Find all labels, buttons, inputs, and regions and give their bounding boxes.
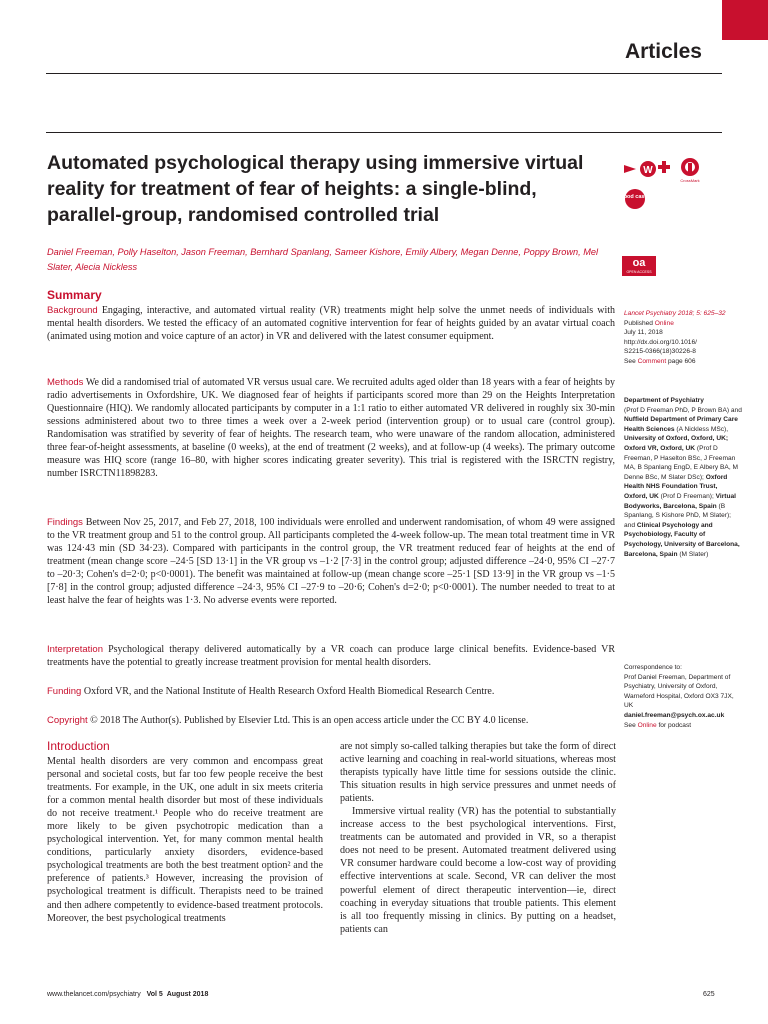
methods-label: Methods: [47, 377, 84, 388]
abstract-funding: [47, 685, 615, 698]
published-online-link[interactable]: Online: [654, 319, 674, 327]
arrow-icon: [624, 165, 636, 173]
abstract-interpretation: [47, 643, 615, 669]
published-date: July 11, 2018: [624, 329, 663, 337]
page-number: 625: [703, 991, 715, 998]
correspondence-address: Prof Daniel Freeman, Department of Psychiatry, University of Oxford, Warneford Hospital, Oxford OX3 7JX, UK: [624, 673, 734, 710]
section-label: Articles: [624, 40, 702, 63]
oa-sublabel: OPEN ACCESS: [626, 270, 652, 274]
web-icon: [640, 161, 656, 177]
header-rule: [46, 73, 722, 74]
abstract-copyright: [47, 714, 615, 727]
doi: S2215-0366(18)30226-8: [624, 348, 696, 356]
correspondence-label: Correspondence to:: [624, 664, 682, 671]
background-text: Engaging, interactive, and automated virtual reality (VR) treatments might help solve the unmet needs of individuals with mental health disorders. We tested the efficacy of an automated cognitive intervention for fear of heights guided by an avatar virtual coach (animated using motion and voice capture of an actor) in VR and delivered with the latest consumer equipment.: [47, 305, 616, 343]
abstract-findings: [47, 516, 615, 607]
open-access-badge: [622, 256, 656, 276]
podcast-online-link[interactable]: Online: [637, 721, 657, 729]
badge-icons: [622, 155, 712, 185]
red-corner-tab: [722, 0, 768, 40]
footer-url[interactable]: www.thelancet.com/psychiatry: [47, 991, 141, 998]
comment-link[interactable]: Comment: [637, 357, 667, 365]
footer-volume: Vol 5: [146, 991, 163, 998]
findings-label: Findings: [47, 517, 83, 528]
oa-label: oa: [632, 257, 646, 269]
intro-col2-para2: Immersive virtual reality (VR) has the potential to substantially increase access to the best psychological interventions. First, treatments can be automated and provided in VR, so a therapist does not need to be present. Automated treatment delivered using VR consumer hardware could become a low-cost way of providing effective interventions at scale. Second, VR can deliver the most powerful element of direct therapeutic intervention—ie, direct coaching in everyday situations that trouble patients. This element is all too frequently missing in clinics. By putting on a headset, patients can: [340, 806, 616, 935]
copyright-text: © 2018 The Author(s). Published by Elsevier Ltd. This is an open access article under the CC BY 4.0 license.: [90, 715, 529, 726]
sidebar-affiliations: Department of Psychiatry (Prof D Freeman PhD, P Brown BA) and Nuffield Department of Primary Care Health Sciences (A Nickless MSc), University of Oxford, Oxford, UK; Oxford VR, Oxford, UK (Prof D Freeman, P Haselton BSc, J Freeman MA, B Spanlang EngD, E Albery BA, M Denne BSc, M Slater DSc); Oxford Health NHS Foundation Trust, Oxford, UK (Prof D Freeman); Virtual Bodyworks, Barcelona, Spain (B Spanlang, S Kishore PhD, M Slater); and Clinical Psychology and Psychobiology, Faculty of Psychology, University of Barcelona, Barcelona, Spain (M Slater): [624, 397, 742, 558]
interpretation-label: Interpretation: [47, 644, 103, 655]
copyright-label: Copyright: [47, 715, 88, 726]
funding-label: Funding: [47, 686, 82, 697]
podcast-icon: [624, 188, 646, 210]
introduction-heading: Introduction: [47, 739, 110, 753]
sidebar-correspondence: Correspondence to: Prof Daniel Freeman, Department of Psychiatry, University of Oxford, Warneford Hospital, Oxford OX3 7JX, UK daniel.freeman@psych.ox.ac.uk See Online for podcast: [624, 663, 742, 730]
svg-text:W: W: [643, 165, 653, 176]
crossmark-label: CrossMark: [680, 178, 700, 183]
interpretation-text: Psychological therapy delivered automatically by a VR coach can produce large clinical benefits. Evidence-based VR treatments have the potential to greatly increase treatment provision for mental health disorders.: [47, 644, 615, 669]
footer-left: [47, 991, 208, 998]
title-rule: [46, 132, 722, 133]
methods-text: We did a randomised trial of automated VR versus usual care. We recruited adults aged older than 18 years with a fear of heights by radio advertisements in Oxfordshire, UK. We diagnosed fear of heights if participants scored more than 29 on the Heights Interpretation Questionnaire (HIQ). We randomly allocated participants by computer in a 1:1 ratio to either automated VR delivered in roughly six 30-min sessions administered about two to three times a week over a 2-week period (intervention group) or to usual care (control group). Randomisation was stratified by severity of fear of heights. The research team, who were unaware of the random allocation, administered three fear-of-height assessments, at baseline (0 weeks), at the end of treatment (2 weeks), and at follow-up (4 weeks). The primary outcome measure was HIQ score (range 16–80, with higher scores indicating greater severity). This trial is registered with the ISRCTN registry, number ISRCTN11898283.: [47, 377, 615, 480]
abstract-methods: [47, 376, 615, 480]
journal-citation: Lancet Psychiatry 2018; 5: 625–32: [624, 310, 726, 317]
sidebar-citation-block: Lancet Psychiatry 2018; 5: 625–32 Published Online July 11, 2018 http://dx.doi.org/10.1016/ S2215-0366(18)30226-8 See Comment page 606: [624, 309, 742, 367]
podcast-label: pod cast: [624, 194, 646, 200]
intro-column-1: Mental health disorders are very common and encompass great personal and societal costs, but far too few people receive the best treatments. For example, in the UK, one adult in six meets criteria for a common mental health disorder but most of these individuals do not receive treatment.¹ People who do receive treatment are more likely to be given psychotropic medication than a psychological intervention. Yet, for many common mental health conditions, particularly anxiety disorders, evidence-based psychological treatments are both the best treatment option² and the preference of patients.³ However, increasing the provision of psychological treatment is difficult. Therapists need to be trained and then adhere competently to evidence-based treatment protocols. Moreover, the best psychological treatments: [47, 756, 323, 924]
findings-text: Between Nov 25, 2017, and Feb 27, 2018, 100 individuals were enrolled and underwent randomisation, of whom 49 were assigned to the VR treatment group and 51 to the control group. All participants completed the 4-week follow-up. The mean total treatment time in VR was 124·43 min (SD 34·23). Compared with participants in the control group, the VR treatment reduced fear of heights at the end of treatment (mean change score –24·5 [SD 13·1] in the VR group vs –1·2 [7·3] in the control group; adjusted difference –24·0, 95% CI –27·7 to –20·3; Cohen's d=2·0; p<0·0001). The benefit was maintained at follow-up (mean change score –25·1 [SD 13·9] in the VR group vs –1·5 [7·8] in the control group; adjusted difference –24·3, 95% CI –27·9 to –20·6; Cohen's d=2·0; p<0·0001). The number needed to treat to at least halve the fear of heights was 1·3. No adverse events were reported.: [47, 517, 615, 607]
article-title: Automated psychological therapy using immersive virtual reality for treatment of fear of heights: a single-blind, parallel-group, randomised controlled trial: [47, 152, 584, 226]
summary-heading: Summary: [47, 288, 102, 302]
correspondence-email[interactable]: daniel.freeman@psych.ox.ac.uk: [624, 711, 725, 719]
doi-url[interactable]: http://dx.doi.org/10.1016/: [624, 338, 697, 346]
footer-date: August 2018: [166, 991, 209, 998]
abstract-background: [47, 304, 615, 343]
intro-column-2: [340, 740, 616, 936]
author-list: Daniel Freeman, Polly Haselton, Jason Freeman, Bernhard Spanlang, Sameer Kishore, Emily Albery, Megan Denne, Poppy Brown, Mel Slater, Alecia Nickless: [47, 247, 599, 272]
background-label: Background: [47, 305, 98, 316]
funding-text: Oxford VR, and the National Institute of Health Research Oxford Health Biomedical Research Centre.: [83, 686, 495, 697]
plus-icon: [658, 161, 670, 173]
crossmark-icon: [681, 158, 699, 176]
intro-col2-para1: are not simply so-called talking therapies but take the form of direct active learning and coaching in real-world situations, whereas most therapists typically have little time for sessions outside the clinic. This situation results in high service pressures and unmet needs of patients.: [340, 741, 616, 805]
